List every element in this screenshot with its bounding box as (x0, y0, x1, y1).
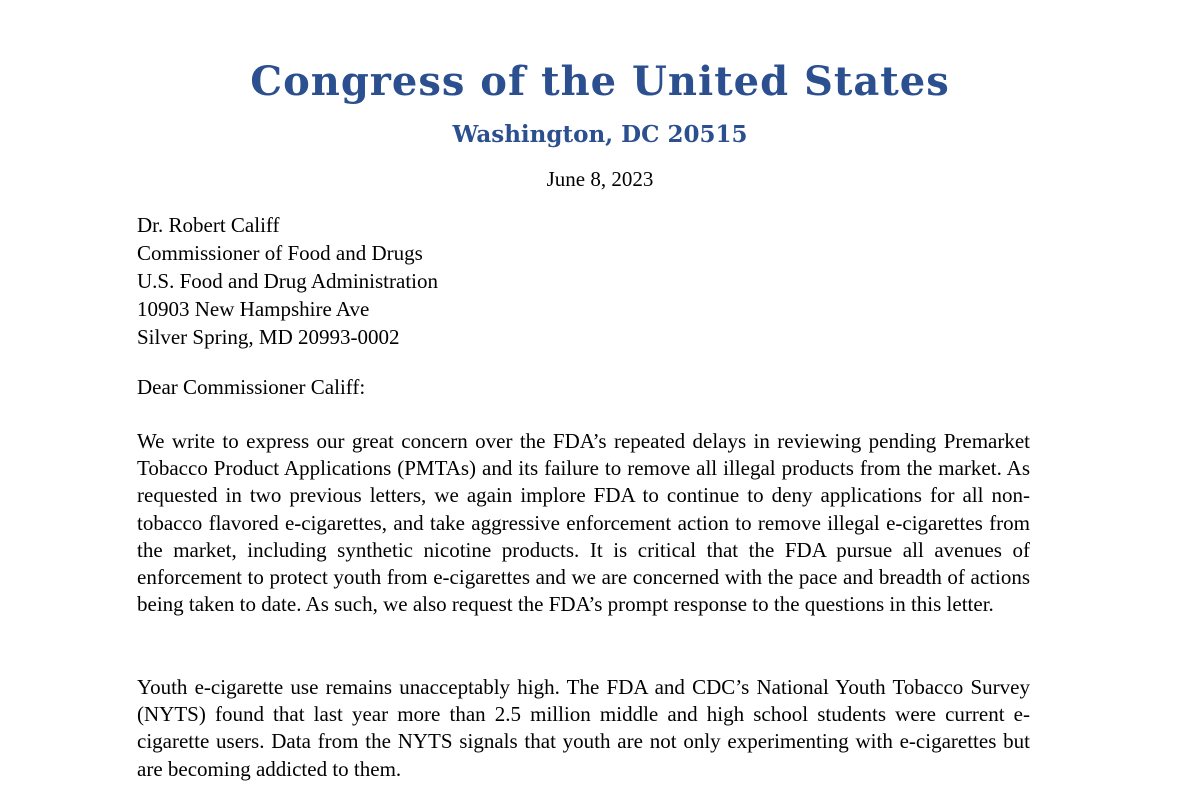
recipient-organization: U.S. Food and Drug Administration (137, 269, 439, 293)
recipient-street: 10903 New Hampshire Ave (137, 297, 370, 321)
recipient-title: Commissioner of Food and Drugs (137, 241, 423, 265)
letterhead-title: Congress of the United States (250, 58, 950, 105)
letterhead-city: Washington, DC 20515 (452, 121, 748, 148)
recipient-address-block (137, 211, 937, 351)
body-paragraph-2: Youth e-cigarette use remains unacceptably high. The FDA and CDC’s National Youth Tobacco Survey (NYTS) found that last year more than 2.5 million middle and high school students were current e-cigarette users. Data from the NYTS signals that youth are not only experimenting with e-cigarettes but are becoming addicted to them. (137, 675, 1030, 781)
letter-date: June 8, 2023 (546, 167, 654, 191)
body-paragraph-1: We write to express our great concern over the FDA’s repeated delays in reviewing pending Premarket Tobacco Product Applications (PMTAs) and its failure to remove all illegal products from the market. As requested in two previous letters, we again implore FDA to continue to deny applications for all non-tobacco flavored e-cigarettes, and take aggressive enforcement action to remove illegal e-cigarettes from the market, including synthetic nicotine products. It is critical that the FDA pursue all avenues of enforcement to protect youth from e-cigarettes and we are concerned with the pace and breadth of actions being taken to date. As such, we also request the FDA’s prompt response to the questions in this letter. (137, 429, 1030, 617)
recipient-name: Dr. Robert Califf (137, 213, 280, 237)
recipient-city-state-zip: Silver Spring, MD 20993-0002 (137, 325, 400, 349)
salutation: Dear Commissioner Califf: (137, 375, 366, 399)
